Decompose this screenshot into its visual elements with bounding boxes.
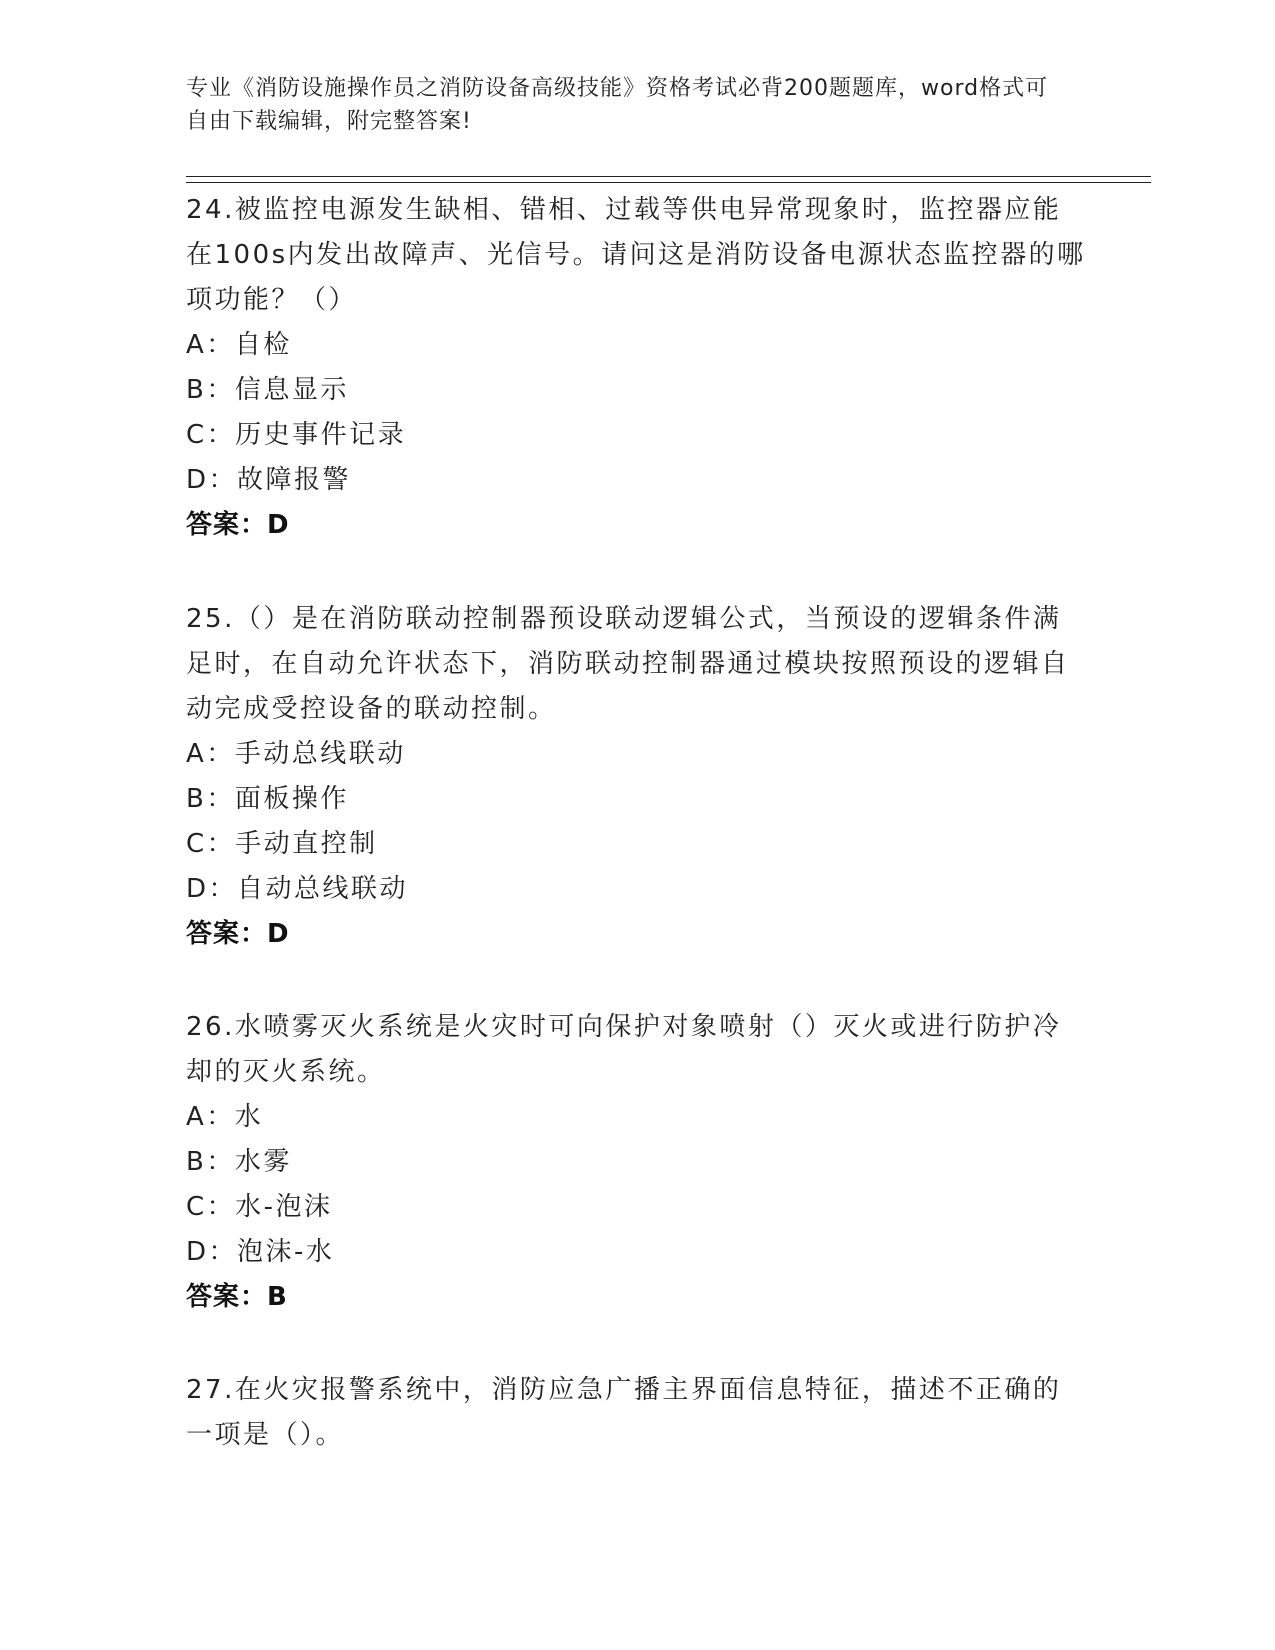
document-header: 专业《消防设施操作员之消防设备高级技能》资格考试必背200题题库，word格式可自由下载编辑，附完整答案! — [186, 76, 1049, 134]
option-c: C：历史事件记录 — [186, 420, 407, 450]
header-divider-top — [186, 176, 1151, 177]
option-d: D：故障报警 — [186, 465, 352, 495]
answer: 答案：D — [186, 919, 290, 949]
option-d: D：泡沫-水 — [186, 1237, 335, 1267]
answer: 答案：B — [186, 1282, 288, 1312]
question-stem: 24.被监控电源发生缺相、错相、过载等供电异常现象时，监控器应能在100s内发出故障声、光信号。请问这是消防设备电源状态监控器的哪项功能？（） — [186, 195, 1086, 315]
option-c: C：手动直控制 — [186, 829, 378, 859]
answer: 答案：D — [186, 510, 290, 540]
question-24 — [186, 188, 1086, 548]
option-a: A：水 — [186, 1102, 264, 1132]
option-d: D：自动总线联动 — [186, 874, 409, 904]
header-divider-bottom — [186, 182, 1151, 183]
question-stem: 26.水喷雾灭火系统是火灾时可向保护对象喷射（）灭火或进行防护冷却的灭火系统。 — [186, 1012, 1062, 1087]
question-27 — [186, 1368, 1086, 1458]
option-a: A：自检 — [186, 330, 292, 360]
option-a: A：手动总线联动 — [186, 739, 406, 769]
option-b: B：水雾 — [186, 1147, 292, 1177]
question-25 — [186, 597, 1086, 957]
option-b: B：面板操作 — [186, 784, 349, 814]
option-c: C：水-泡沫 — [186, 1192, 333, 1222]
option-b: B：信息显示 — [186, 375, 349, 405]
question-stem: 27.在火灾报警系统中，消防应急广播主界面信息特征，描述不正确的一项是（）。 — [186, 1375, 1062, 1450]
question-26 — [186, 1005, 1086, 1320]
question-stem: 25.（）是在消防联动控制器预设联动逻辑公式，当预设的逻辑条件满足时，在自动允许状态下，消防联动控制器通过模块按照预设的逻辑自动完成受控设备的联动控制。 — [186, 604, 1070, 724]
